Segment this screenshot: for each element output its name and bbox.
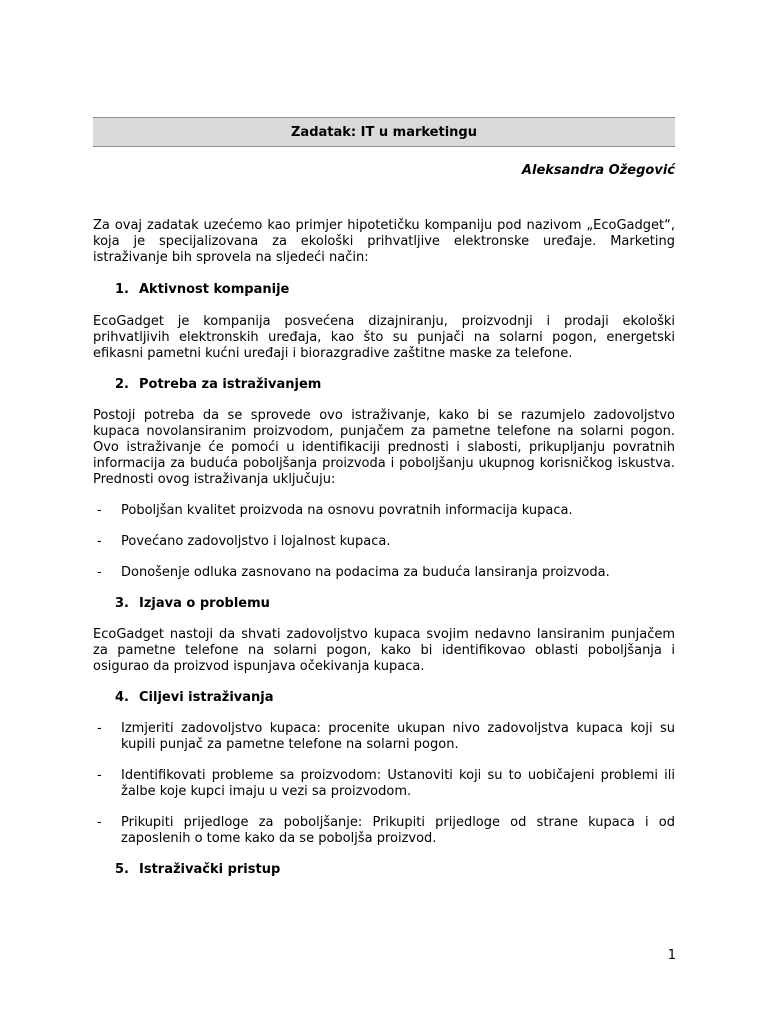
list-item [93,534,675,550]
bullet-marker: - [97,503,102,518]
document-page [93,117,675,878]
section-title: Aktivnost kompanije [139,282,290,297]
section-paragraph-3: EcoGadget nastoji da shvati zadovoljstvo kupaca svojim nedavno lansiranim punjačem za pametne telefone na solarni pogon, kako bi identifikovao oblasti poboljšanja i osigurao da proizvod ispunjava očekivanja kupaca. [93,627,675,674]
list-item-text: Donošenje odluka zasnovano na podacima za buduća lansiranja proizvoda. [121,565,610,580]
bullet-marker: - [97,721,102,736]
section-heading-2 [93,377,675,393]
section-heading-3 [93,596,675,612]
bullet-marker: - [97,565,102,580]
list-item-text: Poboljšan kvalitet proizvoda na osnovu povratnih informacija kupaca. [121,503,573,518]
section-title: Istraživački pristup [139,862,281,877]
bullet-marker: - [97,815,102,830]
section-title: Ciljevi istraživanja [139,690,274,705]
section-number: 1. [115,282,129,297]
page-number: 1 [667,948,676,963]
bullet-marker: - [97,768,102,783]
list-item [93,565,675,581]
list-item [93,768,675,800]
section-heading-4 [93,690,675,706]
section-heading-1 [93,282,675,298]
section-paragraph-2: Postoji potreba da se sprovede ovo istraživanje, kako bi se razumjelo zadovoljstvo kupaca novolansiranim proizvodom, punjačem za pametne telefone na solarni pogon. Ovo istraživanje će pomoći u identifikaciji prednosti i slabosti, prikupljanju povratnih informacija za buduća poboljšanja proizvoda i poboljšanju ukupnog korisničkog iskustva. Prednosti ovog istraživanja uključuju: [93,408,675,487]
section-title: Izjava o problemu [139,596,270,611]
list-item [93,815,675,847]
section-number: 3. [115,596,129,611]
list-item-text: Prikupiti prijedloge za poboljšanje: Prikupiti prijedloge od strane kupaca i od zaposlenih o tome kako da se poboljša proizvod. [121,815,675,846]
list-item [93,503,675,519]
list-item [93,721,675,753]
list-item-text: Identifikovati probleme sa proizvodom: Ustanoviti koji su to uobičajeni problemi ili žalbe koje kupci imaju u vezi sa proizvodom. [121,768,675,799]
section-number: 2. [115,377,129,392]
author-name: Aleksandra Ožegović [521,163,675,178]
section-title: Potreba za istraživanjem [139,377,322,392]
section-paragraph-1: EcoGadget je kompanija posvećena dizajniranju, proizvodnji i prodaji ekološki prihvatljivih elektronskih uređaja, kao što su punjači na solarni pogon, energetski efikasni pametni kućni uređaji i biorazgradive zaštitne maske za telefone. [93,314,675,361]
section-heading-5 [93,862,675,878]
list-item-text: Izmjeriti zadovoljstvo kupaca: procenite ukupan nivo zadovoljstva kupaca koji su kupili punjač za pametne telefone na solarni pogon. [121,721,675,752]
list-item-text: Povećano zadovoljstvo i lojalnost kupaca. [121,534,391,549]
bullet-marker: - [97,534,102,549]
document-title: Zadatak: IT u marketingu [93,117,675,147]
intro-paragraph: Za ovaj zadatak uzećemo kao primjer hipotetičku kompaniju pod nazivom „EcoGadget“, koja je specijalizovana za ekološki prihvatljive elektronske uređaje. Marketing istraživanje bih sprovela na sljedeći način: [93,218,675,265]
section-number: 4. [115,690,129,705]
section-number: 5. [115,862,129,877]
